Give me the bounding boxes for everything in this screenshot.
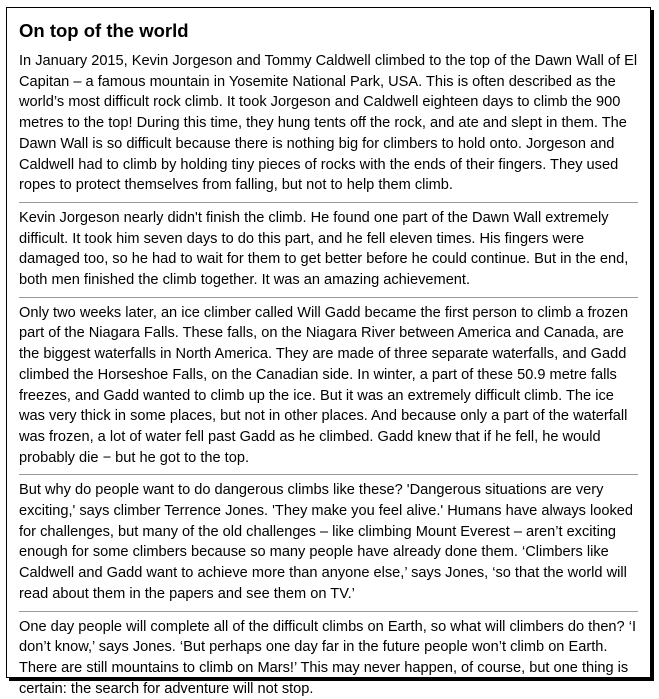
paragraph-3: Only two weeks later, an ice climber called Will Gadd became the first person to climb a frozen part of the Niagara Falls. These falls, on the Niagara River between America and Canada, are the biggest waterfalls in North America. They are made of three separate waterfalls, and Gadd climbed the Horseshoe Falls, on the Canadian side. In winter, a part of these 50.9 metre falls freezes, and Gadd wanted to climb up the ice. But it was an extremely difficult climb. The ice was very thick in some places, but not in other places. And because only a part of the waterfall was frozen, a lot of water fell past Gadd as he climbed. Gadd knew that if he fell, he would probably die − but he got to the top. — [19, 304, 629, 466]
article-title: On top of the world — [19, 20, 189, 41]
paragraph-divider — [19, 297, 638, 298]
paragraph-2: Kevin Jorgeson nearly didn't finish the climb. He found one part of the Dawn Wall extremely difficult. It took him seven days to do this part, and he fell eleven times. His fingers were damaged too, so he had to wait for them to get better before he could continue. But in the end, both men finished the climb together. It was an amazing achievement. — [19, 209, 629, 289]
paragraph-divider — [19, 474, 638, 475]
paragraph-4: But why do people want to do dangerous climbs like these? 'Dangerous situations are very exciting,' says climber Terrence Jones. 'They make you feel alive.' Humans have always looked for challenges, but many of the old challenges – like climbing Mount Everest – aren’t exciting enough for some climbers because so many people have already done them. ‘Climbers like Caldwell and Gadd want to achieve more than anyone else,’ says Jones, ‘so that the world will read about them in the papers and see them on TV.’ — [19, 482, 634, 602]
paragraph-1: In January 2015, Kevin Jorgeson and Tommy Caldwell climbed to the top of the Dawn Wall of El Capitan – a famous mountain in Yosemite National Park, USA. This is often described as the world’s most difficult rock climb. It took Jorgeson and Caldwell eighteen days to climb the 900 metres to the top! During this time, they hung tents off the rock, and ate and slept in them. The Dawn Wall is so difficult because there is nothing big for climbers to hold onto. Jorgeson and Caldwell had to climb by holding tiny pieces of rocks with the ends of their fingers. They used ropes to protect themselves from falling, but not to help them climb. — [19, 53, 638, 194]
paragraph-divider — [19, 611, 638, 612]
paragraph-5: One day people will complete all of the difficult climbs on Earth, so what will climbers do then? ‘I don’t know,’ says Jones. ‘But perhaps one day far in the future people won’t climb on Earth. There are still mountains to climb on Mars!’ This may never happen, of course, but one thing is certain: the search for adventure will not stop. — [19, 618, 637, 697]
paragraph-divider — [19, 202, 638, 203]
article-box — [6, 7, 651, 697]
